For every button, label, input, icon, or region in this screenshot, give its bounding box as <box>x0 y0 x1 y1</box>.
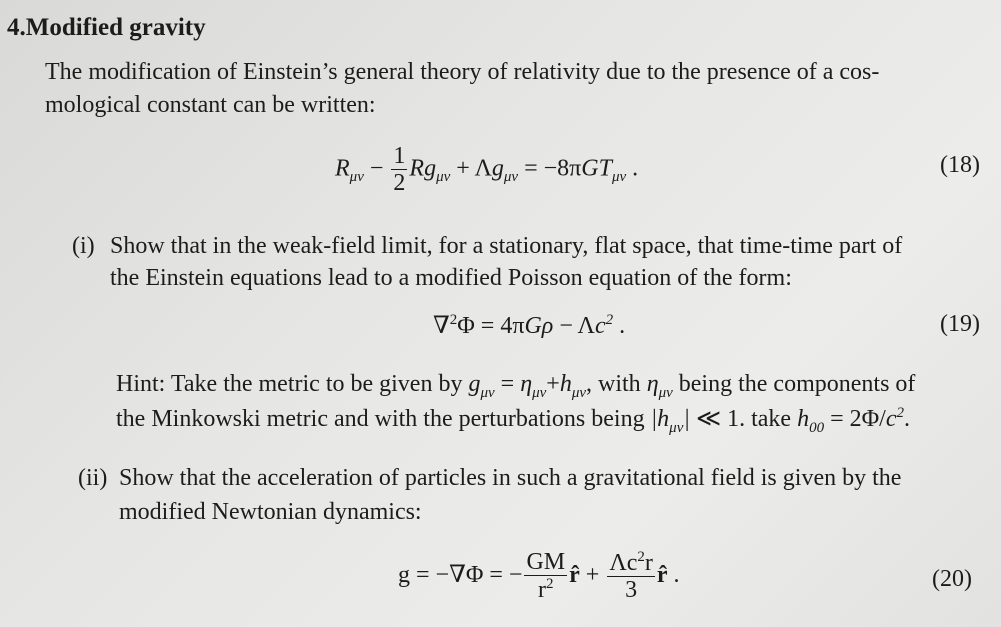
equation-20: g = −∇Φ = − $\frac{GM}{r^2}$ r̂ + $\frac{\Lambda c^2r}{3}$ r̂ . <box>398 549 680 604</box>
equation-18: $R_{\mu\nu}$ − $\frac{1}{2}$ $Rg_{\mu\nu} + \Lambda g_{\mu\nu} = -8\pi GT_{\mu\nu}$ . <box>335 143 639 197</box>
part-i-label: (i) <box>72 233 95 259</box>
hint-line-1: Hint: Take the metric to be given by $g_{\mu\nu} = \eta_{\mu\nu}+h_{\mu\nu}$, with $\eta_{\mu\nu}$ being the components of <box>116 371 916 401</box>
part-ii-label: (ii) <box>78 465 108 491</box>
equation-19-number: (19) <box>940 311 980 337</box>
section-heading: 4.Modified gravity <box>7 14 206 41</box>
equation-19: $\nabla^2\Phi = 4\pi G\rho - \Lambda c^2$ . <box>433 312 626 339</box>
hint-line-2: the Minkowski metric and with the perturbations being $|h_{\mu\nu}|$ ≪ 1. take $h_{00} = 2\Phi/c^2$. <box>116 405 910 436</box>
part-ii-line-1: Show that the acceleration of particles in such a gravitational field is given by the <box>119 465 902 491</box>
hint-line-2a: the Minkowski metric and with the perturbations being <box>116 406 645 432</box>
intro-line-2: mological constant can be written: <box>45 92 376 118</box>
hint-line-2b: . take <box>739 406 792 432</box>
intro-line-1: The modification of Einstein’s general theory of relativity due to the presence of a cos- <box>45 59 880 85</box>
part-i-line-1: Show that in the weak-field limit, for a stationary, flat space, that time-time part of <box>110 233 903 259</box>
hint-middle: , with <box>586 371 641 397</box>
part-ii-line-2: modified Newtonian dynamics: <box>119 499 422 525</box>
equation-20-number: (20) <box>932 566 972 592</box>
hint-tail: being the components of <box>678 371 916 397</box>
equation-18-number: (18) <box>940 152 980 178</box>
hint-prefix: Hint: Take the metric to be given by <box>116 371 463 397</box>
part-i-line-2: the Einstein equations lead to a modified Poisson equation of the form: <box>110 265 792 291</box>
